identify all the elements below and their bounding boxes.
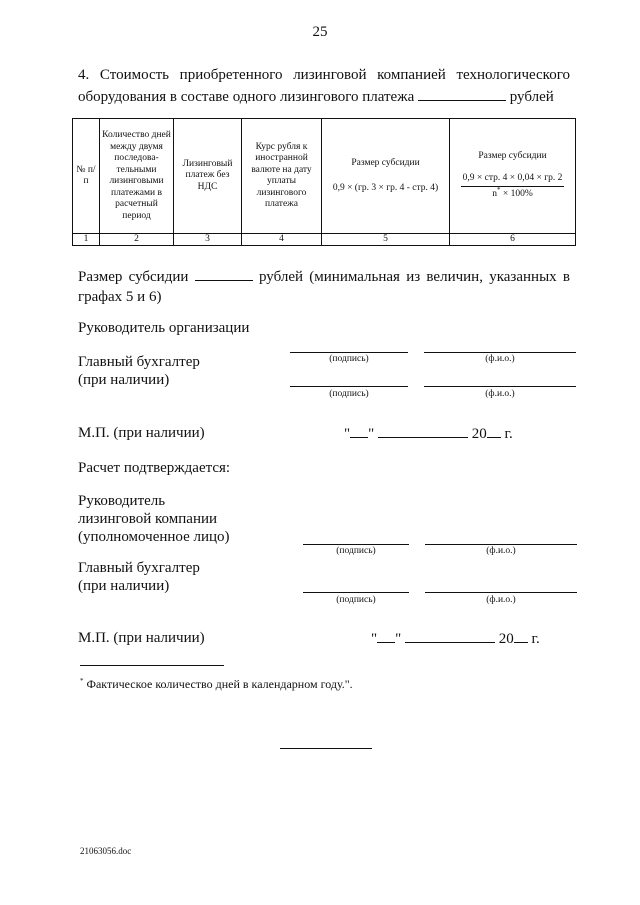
footnote-separator [80,665,224,666]
col5-formula: 0,9 × (гр. 3 × гр. 4 - стр. 4) [332,183,439,193]
leasing-date-line [371,628,540,649]
table-row [73,234,576,246]
accountant-name-line [424,386,576,387]
subsidy-blank [195,266,253,281]
table-header-cell: Лизинговый платеж без НДС [174,119,242,234]
leasing-accountant-line2: (при наличии) [78,578,170,594]
subsidy-suffix: рублей (минимальная из величин, указанных в графах 5 и 6) [78,269,571,305]
leasing-head-signature-caption: (подпись) [336,546,376,556]
col6-formula-denominator [461,187,565,201]
accountant-signature-line [290,386,408,387]
date-close-quote: " [395,631,402,647]
leasing-head-name-line [425,544,577,545]
date-year-blank [487,423,501,438]
column-number: 4 [242,234,322,246]
leasing-accountant-line1: Главный бухгалтер [78,560,200,576]
heading-unit: рублей [509,89,554,105]
accountant-label-line2: (при наличии) [78,372,170,388]
leasing-head-line3: (уполномоченное лицо) [78,529,230,545]
table-header-cell: № п/п [73,119,100,234]
col6-title: Размер субсидии [478,151,547,162]
leasing-accountant-signature-caption: (подпись) [336,595,376,605]
column-number: 3 [174,234,242,246]
subsidy-line [78,266,570,307]
date-line [344,423,513,444]
col5-title: Размер субсидии [351,157,420,168]
date-open-quote: " [344,426,351,442]
date-open-quote: " [371,631,378,647]
date-year-blank [514,628,528,643]
table-header-row [73,119,576,234]
date-year: 20 [471,426,487,442]
date-suffix: г. [531,631,540,647]
subsidy-prefix: Размер субсидии [78,269,189,285]
column-number: 2 [100,234,174,246]
confirm-label: Расчет подтверждается: [78,460,231,476]
stamp-label: М.П. (при наличии) [78,425,205,441]
head-name-caption: (ф.и.о.) [485,354,515,364]
date-year: 20 [498,631,514,647]
table-header-cell [450,119,576,234]
accountant-name-caption: (ф.и.о.) [485,389,515,399]
head-name-line [424,352,576,353]
accountant-signature-caption: (подпись) [329,389,369,399]
date-month-blank [378,423,468,438]
footnote-text: Фактическое количество дней в календарном году.". [86,677,353,691]
table-header-cell: Количество дней между двумя последова-тельными лизинговыми платежами в расчетный период [100,119,174,234]
head-signature-caption: (подпись) [329,354,369,364]
col6-formula-numerator: 0,9 × стр. 4 × 0,04 × гр. 2 [461,173,565,188]
subsidy-table [72,118,576,246]
end-rule [280,748,372,749]
leasing-stamp-label: М.П. (при наличии) [78,630,205,646]
table-header-cell: Курс рубля к иностранной валюте на дату уплаты лизингового платежа [242,119,322,234]
date-close-quote: " [368,426,375,442]
accountant-label-line1: Главный бухгалтер [78,354,200,370]
date-day-blank [350,423,368,438]
section-heading [78,64,570,108]
date-day-blank [377,628,395,643]
column-number: 6 [450,234,576,246]
document-id: 21063056.doc [80,846,132,856]
denominator-n: n [492,189,497,200]
leasing-head-line2: лизинговой компании [78,511,218,527]
leasing-head-name-caption: (ф.и.о.) [486,546,516,556]
denominator-star: * [496,186,501,195]
leasing-accountant-name-line [425,592,577,593]
footnote-mark: * [80,677,84,685]
head-label: Руководитель организации [78,320,250,336]
footnote [80,677,353,692]
date-suffix: г. [504,426,513,442]
denominator-rest: × 100% [500,189,533,200]
table-header-cell [322,119,450,234]
column-number: 1 [73,234,100,246]
date-month-blank [405,628,495,643]
column-number: 5 [322,234,450,246]
heading-text: 4. Стоимость приобретенного лизинговой компанией технологического оборудования в составе одного лизингового платежа [78,67,570,105]
head-signature-line [290,352,408,353]
leasing-head-signature-line [303,544,409,545]
leasing-accountant-name-caption: (ф.и.о.) [486,595,516,605]
amount-blank [418,86,506,101]
col6-formula [461,173,565,201]
leasing-accountant-signature-line [303,592,409,593]
leasing-head-line1: Руководитель [78,493,166,509]
page-number: 25 [312,24,328,40]
